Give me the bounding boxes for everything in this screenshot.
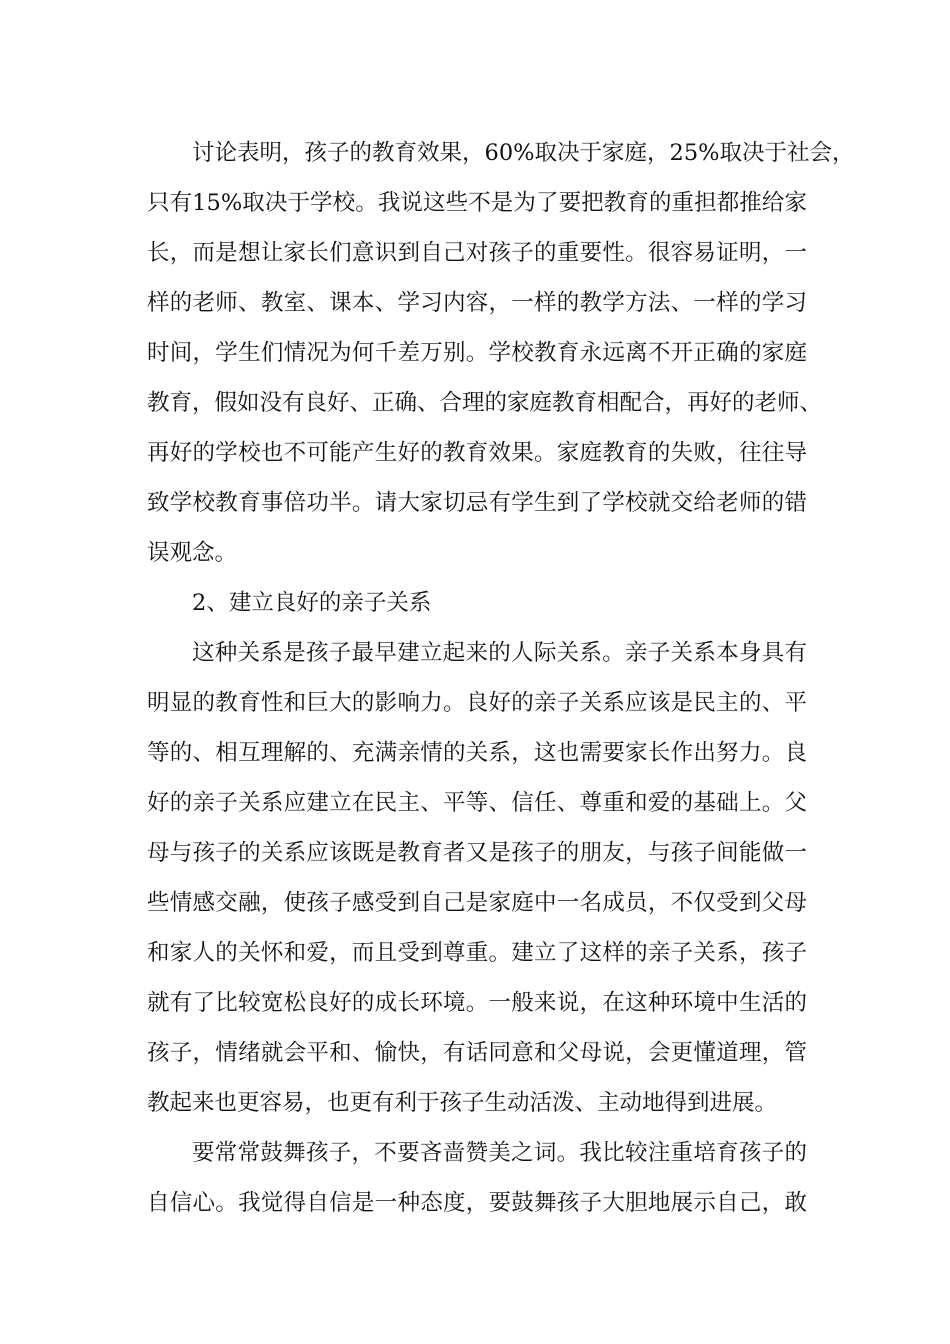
text-line: 只有15%取决于学校。我说这些不是为了要把教育的重担都推给家 [147,190,807,216]
text-line: 母与孩子的关系应该既是教育者又是孩子的朋友，与孩子间能做一 [147,840,807,866]
text-line: 致学校教育事倍功半。请大家切忌有学生到了学校就交给老师的错 [147,490,807,516]
text-line: 好的亲子关系应建立在民主、平等、信任、尊重和爱的基础上。父 [147,790,807,816]
text-line: 就有了比较宽松良好的成长环境。一般来说，在这种环境中生活的 [147,990,807,1016]
text-line: 这种关系是孩子最早建立起来的人际关系。亲子关系本身具有 [192,640,807,666]
text-line: 孩子，情绪就会平和、愉快，有话同意和父母说，会更懂道理，管 [147,1040,807,1066]
text-line: 误观念。 [147,540,238,566]
text-line: 长，而是想让家长们意识到自己对孩子的重要性。很容易证明，一 [147,240,807,266]
text-line: 再好的学校也不可能产生好的教育效果。家庭教育的失败，往往导 [147,440,807,466]
text-line: 自信心。我觉得自信是一种态度，要鼓舞孩子大胆地展示自己，敢 [147,1190,807,1216]
text-line: 教起来也更容易，也更有利于孩子生动活泼、主动地得到进展。 [147,1090,778,1116]
text-line: 些情感交融，使孩子感受到自己是家庭中一名成员，不仅受到父母 [147,890,807,916]
text-line: 教育，假如没有良好、正确、合理的家庭教育相配合，再好的老师、 [147,390,823,416]
text-line: 等的、相互理解的、充满亲情的关系，这也需要家长作出努力。良 [147,740,807,766]
text-line: 讨论表明，孩子的教育效果，60%取决于家庭，25%取决于社会， [192,140,855,166]
text-line: 明显的教育性和巨大的影响力。良好的亲子关系应该是民主的、平 [147,690,807,716]
text-line: 和家人的关怀和爱，而且受到尊重。建立了这样的亲子关系，孩子 [147,940,807,966]
text-line: 样的老师、教室、课本、学习内容，一样的教学方法、一样的学习 [147,290,807,316]
text-line: 时间，学生们情况为何千差万别。学校教育永远离不开正确的家庭 [147,340,807,366]
section-heading: 2、建立良好的亲子关系 [192,590,432,616]
text-line: 要常常鼓舞孩子，不要吝啬赞美之词。我比较注重培育孩子的 [192,1140,807,1166]
